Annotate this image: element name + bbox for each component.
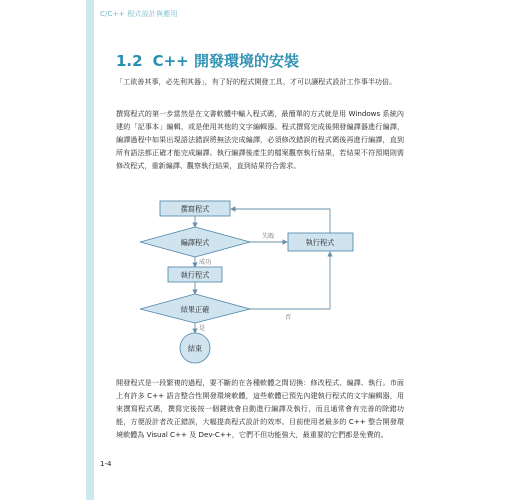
node-write-program (160, 201, 230, 216)
edge-label-yes: 是 (199, 325, 206, 332)
development-flowchart (140, 195, 370, 370)
node-check-label: 結果正確 (180, 305, 210, 314)
edge-label-fail: 失敗 (262, 233, 275, 240)
node-run-fix-label: 執行程式 (305, 238, 335, 247)
section-heading (116, 50, 299, 71)
node-compile-label: 編譯程式 (180, 238, 210, 247)
process-paragraph: 撰寫程式的第一步當然是在文書軟體中輸入程式碼，最簡單的方式就是用 Windows 系統內建的「記事本」編輯，或是使用其他的文字編輯器。程式撰寫完成後開發編譯器進行編譯，編譯過程中如果出現語法錯誤將無法完成編譯，必須修改錯誤的程式碼後再進行編譯，直到所有語法都正確才能完成編譯。執行編譯後產生的檔案觀察執行結果，若結果不符預期則需修改程式，重新編譯、觀察執行結果，直到結果符合需求。 (116, 109, 404, 171)
intro-paragraph: 「工欲善其事，必先利其器」，有了好的程式開發工具，才可以讓程式設計工作事半功倍。 (116, 77, 397, 86)
node-run-after-fail (288, 233, 353, 251)
section-number: 1.2 (116, 52, 143, 70)
node-end-label: 結束 (187, 344, 203, 353)
node-result-decision (140, 294, 250, 323)
arrow-fix-back-to-write (231, 209, 330, 233)
side-color-band (86, 0, 94, 500)
node-run-program (168, 267, 222, 282)
running-head: C/C++ 程式設計與應用 (100, 10, 178, 18)
edge-label-no: 否 (285, 314, 292, 321)
arrow-check-no (250, 252, 330, 309)
node-run-label: 執行程式 (180, 270, 210, 280)
edge-label-success: 成功 (199, 259, 212, 266)
node-write-label: 撰寫程式 (180, 204, 210, 214)
page-number: 1-4 (100, 460, 112, 468)
section-title: C++ 開發環境的安裝 (152, 52, 299, 70)
ide-paragraph: 開發程式是一段繁複的過程，要不斷的在各種軟體之間切換：修改程式、編譯、執行。市面上有許多 C++ 語言整合性開發環境軟體，這些軟體已預先內建執行程式的文字編輯器，用來撰寫程式碼，撰寫完後按一個鍵就會自動進行編譯及執行，而且通常會有完善的除錯功能，方便設計者改正錯誤，大幅提高程式設計的效率。目前使用者最多的 C++ 整合開發環境軟體為 Visual C++ 及 Dev-C++，它們不但功能強大，最重要的它們都是免費的。 (116, 378, 404, 440)
node-compile-decision (140, 227, 250, 257)
node-end (180, 333, 210, 363)
